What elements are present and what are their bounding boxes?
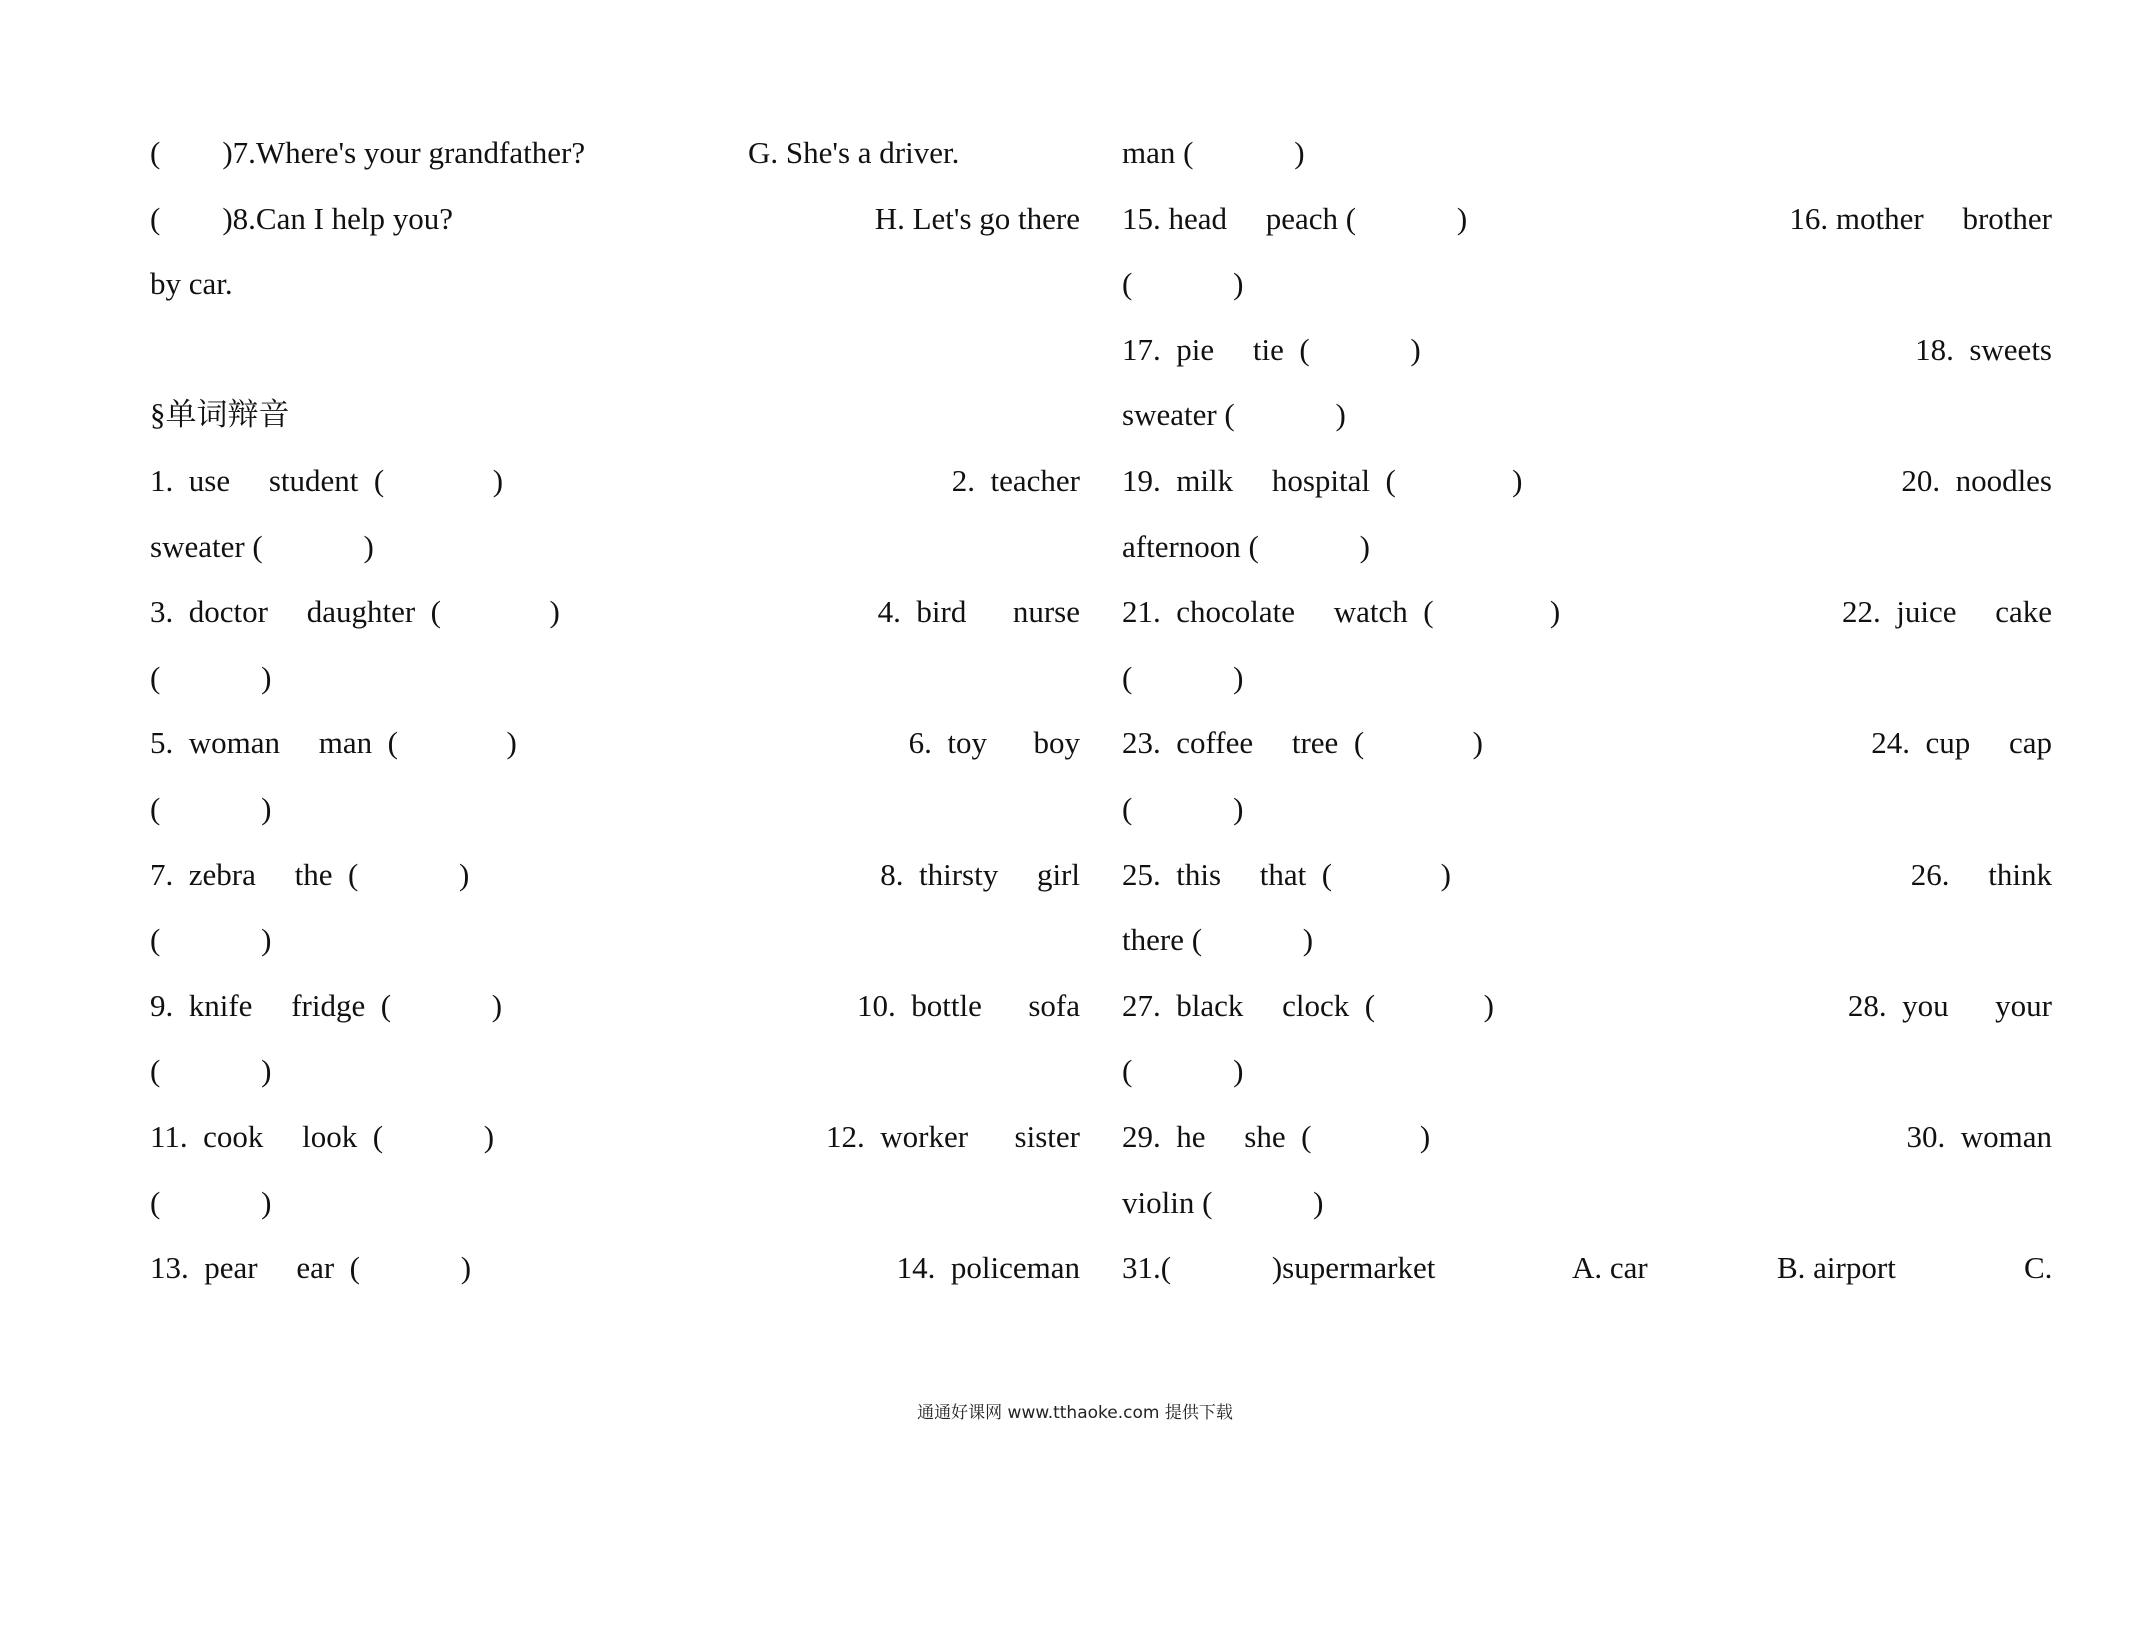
question-text: ( )7.Where's your grandfather? xyxy=(150,135,586,170)
answer-blank: ( ) xyxy=(150,1053,272,1089)
question-22: 22. juice cake xyxy=(1841,594,2052,630)
question-18: 18. sweets xyxy=(1915,331,2052,367)
answer-blank: there ( ) xyxy=(1122,922,1314,958)
question-26: 26. think xyxy=(1910,856,2052,892)
question-4: 4. bird nurse xyxy=(877,594,1080,630)
question-20: 20. noodles xyxy=(1901,462,2052,498)
question-3: 3. doctor daughter ( ) xyxy=(150,594,560,630)
question-31: 31.( )supermarket xyxy=(1122,1250,1436,1286)
question-row xyxy=(1122,120,2052,186)
right-column xyxy=(1122,120,2052,1301)
question-row xyxy=(150,710,1080,776)
continuation-line xyxy=(150,251,1080,317)
question-row xyxy=(150,1104,1080,1170)
answer-blank: man ( ) xyxy=(1122,135,1305,170)
answer-blank: ( ) xyxy=(1122,266,1244,302)
question-row xyxy=(150,1235,1080,1301)
question-row xyxy=(1122,317,2052,383)
question-25: 25. this that ( ) xyxy=(1122,856,1451,892)
question-1: 1. use student ( ) xyxy=(150,462,504,498)
left-column xyxy=(150,120,1080,1301)
question-row xyxy=(1122,514,2052,580)
question-27: 27. black clock ( ) xyxy=(1122,987,1494,1023)
answer-blank: ( ) xyxy=(1122,790,1244,826)
question-row xyxy=(150,514,1080,580)
question-row xyxy=(150,448,1080,514)
question-row xyxy=(1122,186,2052,252)
section-heading xyxy=(150,382,1080,448)
question-21: 21. chocolate watch ( ) xyxy=(1122,594,1561,630)
question-row xyxy=(1122,710,2052,776)
question-19: 19. milk hospital ( ) xyxy=(1122,462,1523,498)
question-row xyxy=(1122,579,2052,645)
matching-item-8 xyxy=(150,186,1080,252)
page-footer: 通通好课网 www.tthaoke.com 提供下载 xyxy=(917,1403,1233,1423)
question-23: 23. coffee tree ( ) xyxy=(1122,725,1483,761)
option-c: C. xyxy=(2024,1250,2053,1286)
question-6: 6. toy boy xyxy=(908,725,1080,761)
question-row xyxy=(150,1038,1080,1104)
answer-blank: sweater ( ) xyxy=(150,528,374,564)
question-30: 30. woman xyxy=(1906,1118,2052,1154)
matching-item-7 xyxy=(150,120,1080,186)
continuation-text: by car. xyxy=(150,266,233,302)
question-row xyxy=(1122,973,2052,1039)
question-13: 13. pear ear ( ) xyxy=(150,1250,472,1286)
question-row xyxy=(1122,1170,2052,1236)
answer-blank: ( ) xyxy=(150,922,272,958)
option-b: B. airport xyxy=(1777,1250,1896,1286)
answer-blank: ( ) xyxy=(1122,659,1244,695)
answer-blank: violin ( ) xyxy=(1122,1184,1324,1220)
question-row xyxy=(1122,382,2052,448)
blank-line xyxy=(150,317,1080,383)
question-row xyxy=(1122,1104,2052,1170)
question-17: 17. pie tie ( ) xyxy=(1122,331,1421,367)
answer-blank: ( ) xyxy=(150,790,272,826)
question-5: 5. woman man ( ) xyxy=(150,725,517,761)
question-14: 14. policeman xyxy=(896,1250,1080,1286)
question-11: 11. cook look ( ) xyxy=(150,1118,495,1154)
answer-blank: ( ) xyxy=(150,1184,272,1220)
question-row xyxy=(150,973,1080,1039)
question-24: 24. cup cap xyxy=(1871,725,2052,761)
question-9: 9. knife fridge ( ) xyxy=(150,987,503,1023)
question-row xyxy=(1122,907,2052,973)
answer-blank: afternoon ( ) xyxy=(1122,528,1370,564)
question-row xyxy=(150,645,1080,711)
option-a: A. car xyxy=(1572,1250,1648,1286)
answer-option: G. She's a driver. xyxy=(748,135,960,170)
question-2: 2. teacher xyxy=(951,462,1080,498)
question-row xyxy=(1122,251,2052,317)
question-row xyxy=(1122,645,2052,711)
question-row xyxy=(150,579,1080,645)
answer-blank: ( ) xyxy=(1122,1053,1244,1089)
question-row xyxy=(150,842,1080,908)
question-15: 15. head peach ( ) xyxy=(1122,200,1468,236)
answer-blank: sweater ( ) xyxy=(1122,397,1346,433)
question-row xyxy=(1122,448,2052,514)
answer-blank: ( ) xyxy=(150,659,272,695)
question-12: 12. worker sister xyxy=(826,1118,1080,1154)
question-row xyxy=(150,776,1080,842)
section-title: §单词辩音 xyxy=(150,397,290,433)
question-row xyxy=(1122,1235,2052,1301)
question-row xyxy=(1122,1038,2052,1104)
question-row xyxy=(150,907,1080,973)
question-7: 7. zebra the ( ) xyxy=(150,856,470,892)
question-16: 16. mother brother xyxy=(1789,200,2052,236)
question-row xyxy=(150,1170,1080,1236)
question-text: ( )8.Can I help you? xyxy=(150,200,454,236)
question-29: 29. he she ( ) xyxy=(1122,1118,1431,1154)
question-8: 8. thirsty girl xyxy=(880,856,1080,892)
question-row xyxy=(1122,842,2052,908)
question-row xyxy=(1122,776,2052,842)
answer-option: H. Let's go there xyxy=(874,200,1080,236)
question-10: 10. bottle sofa xyxy=(857,987,1080,1023)
question-28: 28. you your xyxy=(1847,987,2052,1023)
